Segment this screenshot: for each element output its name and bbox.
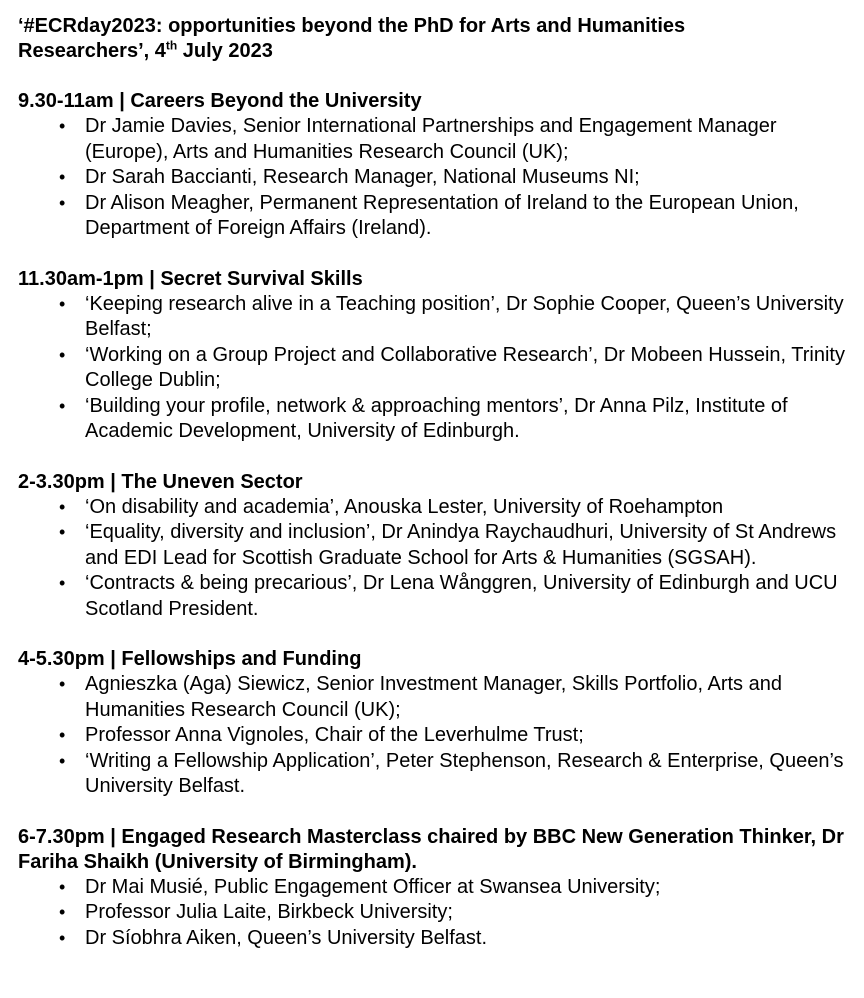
list-item-text: ‘Writing a Fellowship Application’, Peter Stephenson, Research & Enterprise, Queen’s University Belfast. [85, 749, 844, 797]
list-item-text: ‘Building your profile, network & approaching mentors’, Dr Anna Pilz, Institute of Academic Development, University of Edinburgh. [85, 394, 788, 442]
document-title [18, 14, 848, 64]
document-page [18, 14, 848, 951]
bullet-icon: • [59, 902, 66, 922]
bullet-icon: • [59, 167, 66, 187]
speaker-list [18, 114, 848, 242]
bullet-icon: • [59, 192, 66, 213]
speaker-list [18, 875, 848, 952]
list-item [18, 165, 848, 191]
list-item-text: ‘On disability and academia’, Anouska Lester, University of Roehampton [85, 495, 724, 518]
list-item [18, 520, 848, 571]
bullet-icon: • [59, 344, 66, 365]
title-ordinal-suffix: th [165, 38, 178, 53]
bullet-icon: • [59, 522, 66, 542]
title-line-2-date: July 2023 [177, 40, 273, 62]
list-item [18, 394, 848, 445]
speaker-list [18, 292, 848, 445]
bullet-icon: • [59, 573, 66, 593]
list-item-text: Dr Alison Meagher, Permanent Representation of Ireland to the European Union, Department of Foreign Affairs (Ireland). [85, 191, 799, 239]
session-heading: 11.30am-1pm | Secret Survival Skills [18, 267, 363, 290]
bullet-icon: • [59, 293, 66, 314]
list-item-text: Agnieszka (Aga) Siewicz, Senior Investment Manager, Skills Portfolio, Arts and Humanities Research Council (UK); [85, 673, 782, 721]
list-item [18, 191, 848, 242]
list-item [18, 292, 848, 343]
bullet-icon: • [59, 750, 66, 771]
list-item-text: ‘Contracts & being precarious’, Dr Lena Wånggren, University of Edinburgh and UCU Scotland President. [85, 572, 838, 620]
list-item-text: Dr Mai Musié, Public Engagement Officer at Swansea University; [85, 875, 661, 898]
session-section [18, 825, 848, 952]
list-item [18, 875, 848, 901]
session-section [18, 89, 848, 242]
list-item-text: Dr Síobhra Aiken, Queen’s University Belfast. [85, 926, 488, 949]
title-line-2-text: Researchers’, 4 [18, 40, 166, 62]
list-item [18, 571, 848, 622]
bullet-icon: • [59, 725, 66, 745]
list-item [18, 343, 848, 394]
title-line-1: ‘#ECRday2023: opportunities beyond the PhD for Arts and Humanities [18, 15, 686, 37]
list-item-text: Dr Jamie Davies, Senior International Partnerships and Engagement Manager (Europe), Arts and Humanities Research Council (UK); [85, 115, 777, 163]
bullet-icon: • [59, 496, 66, 517]
list-item [18, 114, 848, 165]
list-item [18, 926, 848, 952]
list-item [18, 495, 848, 521]
list-item [18, 672, 848, 723]
session-section [18, 267, 848, 445]
session-heading: 9.30-11am | Careers Beyond the University [18, 90, 422, 112]
list-item-text: Dr Sarah Baccianti, Research Manager, National Museums NI; [85, 166, 640, 188]
speaker-list [18, 672, 848, 800]
list-item-text: ‘Keeping research alive in a Teaching position’, Dr Sophie Cooper, Queen’s University Belfast; [85, 292, 844, 340]
session-heading: 6-7.30pm | Engaged Research Masterclass chaired by BBC New Generation Thinker, Dr Fariha Shaikh (University of Birmingham). [18, 825, 844, 873]
list-item-text: Professor Anna Vignoles, Chair of the Leverhulme Trust; [85, 724, 584, 746]
bullet-icon: • [59, 395, 66, 416]
list-item [18, 749, 848, 800]
bullet-icon: • [59, 116, 66, 136]
list-item-text: Professor Julia Laite, Birkbeck University; [85, 901, 453, 923]
session-heading: 2-3.30pm | The Uneven Sector [18, 470, 303, 493]
list-item [18, 900, 848, 926]
bullet-icon: • [59, 876, 66, 897]
session-section [18, 470, 848, 623]
bullet-icon: • [59, 674, 66, 694]
session-heading: 4-5.30pm | Fellowships and Funding [18, 648, 362, 670]
bullet-icon: • [59, 927, 66, 948]
title-line-2 [18, 39, 848, 64]
session-section [18, 647, 848, 800]
list-item-text: ‘Equality, diversity and inclusion’, Dr Anindya Raychaudhuri, University of St Andrews and EDI Lead for Scottish Graduate School for Arts & Humanities (SGSAH). [85, 521, 837, 569]
speaker-list [18, 495, 848, 623]
list-item-text: ‘Working on a Group Project and Collaborative Research’, Dr Mobeen Hussein, Trinity College Dublin; [85, 343, 845, 391]
list-item [18, 723, 848, 749]
